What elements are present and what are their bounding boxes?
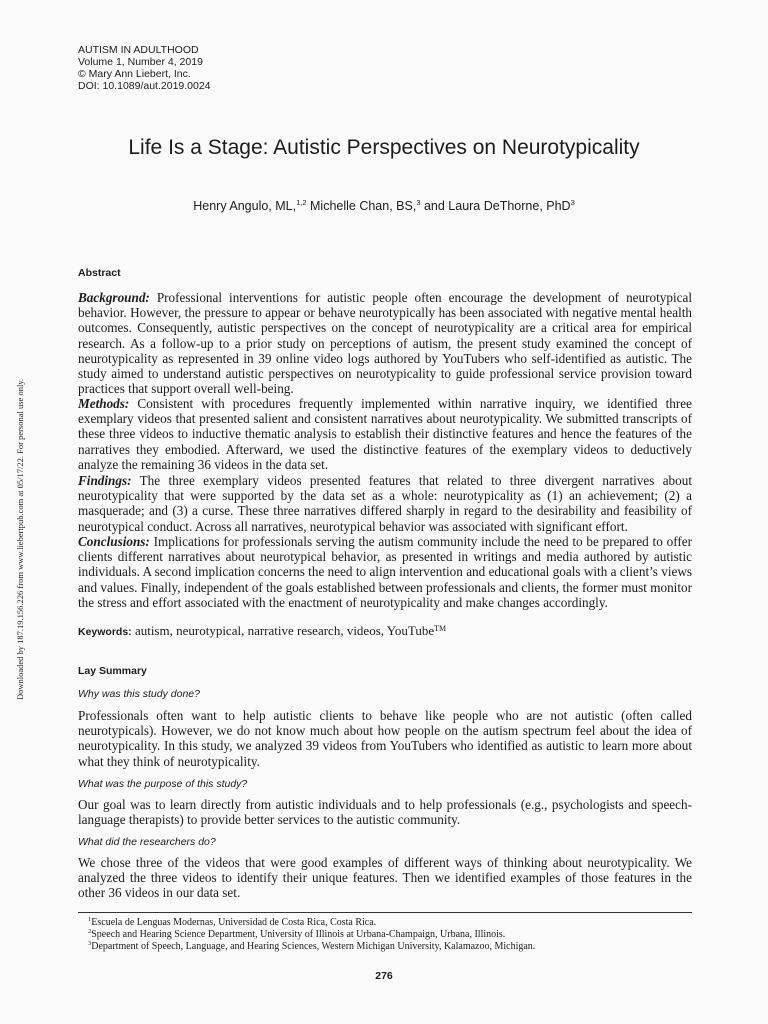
abstract-methods <box>78 396 692 472</box>
footnote-text: Escuela de Lenguas Modernas, Universidad de Costa Rica, Costa Rica. <box>91 917 377 928</box>
lay-answer: Professionals often want to help autistic clients to behave like people who are not autistic (often called neurotypicals). However, we do not know much about how people on the autism spectrum feel about the idea of neurotypicality. In this study, we analyzed 39 videos from YouTubers who identified as autistic to learn more about what they think of neurotypicality. <box>78 708 692 769</box>
download-notice: Downloaded by 187.19.156.226 from www.liebertpub.com at 05/17/22. For personal use only. <box>15 378 25 700</box>
section-text: Implications for professionals serving the autism community include the need to be prepared to offer clients different narratives about neurotypical behavior, as presented in writings and media authored by autistic individuals. A second implication concerns the need to align intervention and educational goals with a client’s views and values. Finally, independent of the goals established between professionals and clients, the former must monitor the stress and effort associated with the enactment of neurotypicality and make changes accordingly. <box>78 534 692 610</box>
section-label: Methods: <box>78 396 130 411</box>
trademark-mark: TM <box>434 624 447 633</box>
keywords-label: Keywords: <box>78 626 132 638</box>
lay-answer: We chose three of the videos that were good examples of different ways of thinking about neurotypicality. We analyzed the three videos to identify their unique features. Then we identified examples of those features in the other 36 videos in our data set. <box>78 855 692 901</box>
abstract-heading: Abstract <box>78 267 121 279</box>
footnote-mark: 3 <box>88 940 92 947</box>
footnote-text: Department of Speech, Language, and Hearing Sciences, Western Michigan University, Kalamazoo, Michigan. <box>91 941 536 952</box>
footnote-mark: 2 <box>88 928 92 935</box>
author-name: Henry Angulo, ML, <box>193 199 297 213</box>
footnote <box>88 941 535 952</box>
abstract-findings <box>78 473 692 534</box>
abstract-background <box>78 290 692 396</box>
journal-doi[interactable]: DOI: 10.1089/aut.2019.0024 <box>78 80 211 92</box>
section-text: The three exemplary videos presented features that related to three divergent narratives about neurotypicality that were supported by the data set as a whole: neurotypicality as (1) an achievement; (2) a masquerade; and (3) a curse. These three narratives differed sharply in regard to the desirability and feasibility of neurotypical conduct. Across all narratives, neurotypical behavior was associated with significant effort. <box>78 473 692 534</box>
footnote-divider <box>78 912 692 913</box>
lay-question: What was the purpose of this study? <box>78 778 248 790</box>
page-number: 276 <box>375 970 393 982</box>
author-name: and Laura DeThorne, PhD <box>420 199 571 213</box>
lay-question: What did the researchers do? <box>78 836 216 848</box>
section-text: Professional interventions for autistic people often encourage the development of neurotypical behavior. However, the pressure to appear or behave neurotypically has been associated with negative mental health outcomes. Consequently, autistic perspectives on the concept of neurotypicality are a critical area for empirical research. As a follow-up to a prior study on perceptions of autism, the present study examined the concept of neurotypicality as represented in 39 online video logs authored by YouTubers who self-identified as autistic. The study aimed to understand autistic perspectives on neurotypicality to guide professional service provision toward practices that support overall well-being. <box>78 290 692 397</box>
lay-question: Why was this study done? <box>78 688 200 700</box>
section-label: Conclusions: <box>78 534 150 549</box>
footnote <box>88 929 505 940</box>
keywords <box>78 623 446 640</box>
footnote-text: Speech and Hearing Science Department, University of Illinois at Urbana-Champaign, Urbana, Illinois. <box>91 929 506 940</box>
keywords-text: autism, neurotypical, narrative research, videos, YouTube <box>131 623 435 638</box>
lay-answer: Our goal was to learn directly from autistic individuals and to help professionals (e.g., psychologists and speech-language therapists) to provide better services to the autistic community. <box>78 797 692 828</box>
article-title: Life Is a Stage: Autistic Perspectives on Neurotypicality <box>128 136 640 159</box>
journal-name: AUTISM IN ADULTHOOD <box>78 44 199 56</box>
footnote-mark: 1 <box>88 916 92 923</box>
section-label: Findings: <box>78 473 132 488</box>
author-affiliation: 1,2 <box>296 198 307 207</box>
lay-summary-heading: Lay Summary <box>78 665 147 677</box>
journal-publisher: © Mary Ann Liebert, Inc. <box>78 68 191 80</box>
journal-header <box>78 44 211 92</box>
section-label: Background: <box>78 290 150 305</box>
author-name: Michelle Chan, BS, <box>306 199 417 213</box>
author-list <box>0 198 768 214</box>
footnote <box>88 917 376 928</box>
journal-volume: Volume 1, Number 4, 2019 <box>78 56 203 68</box>
abstract-conclusions <box>78 534 692 610</box>
author-affiliation: 3 <box>416 198 421 207</box>
section-text: Consistent with procedures frequently implemented within narrative inquiry, we identified three exemplary videos that presented salient and consistent narratives about neurotypicality. We submitted transcripts of these three videos to inductive thematic analysis to establish their distinctive features and hence the features of the narratives they embodied. Afterward, we used the distinctive features of the exemplary videos to deductively analyze the remaining 36 videos in the data set. <box>78 396 692 472</box>
author-affiliation: 3 <box>570 198 575 207</box>
